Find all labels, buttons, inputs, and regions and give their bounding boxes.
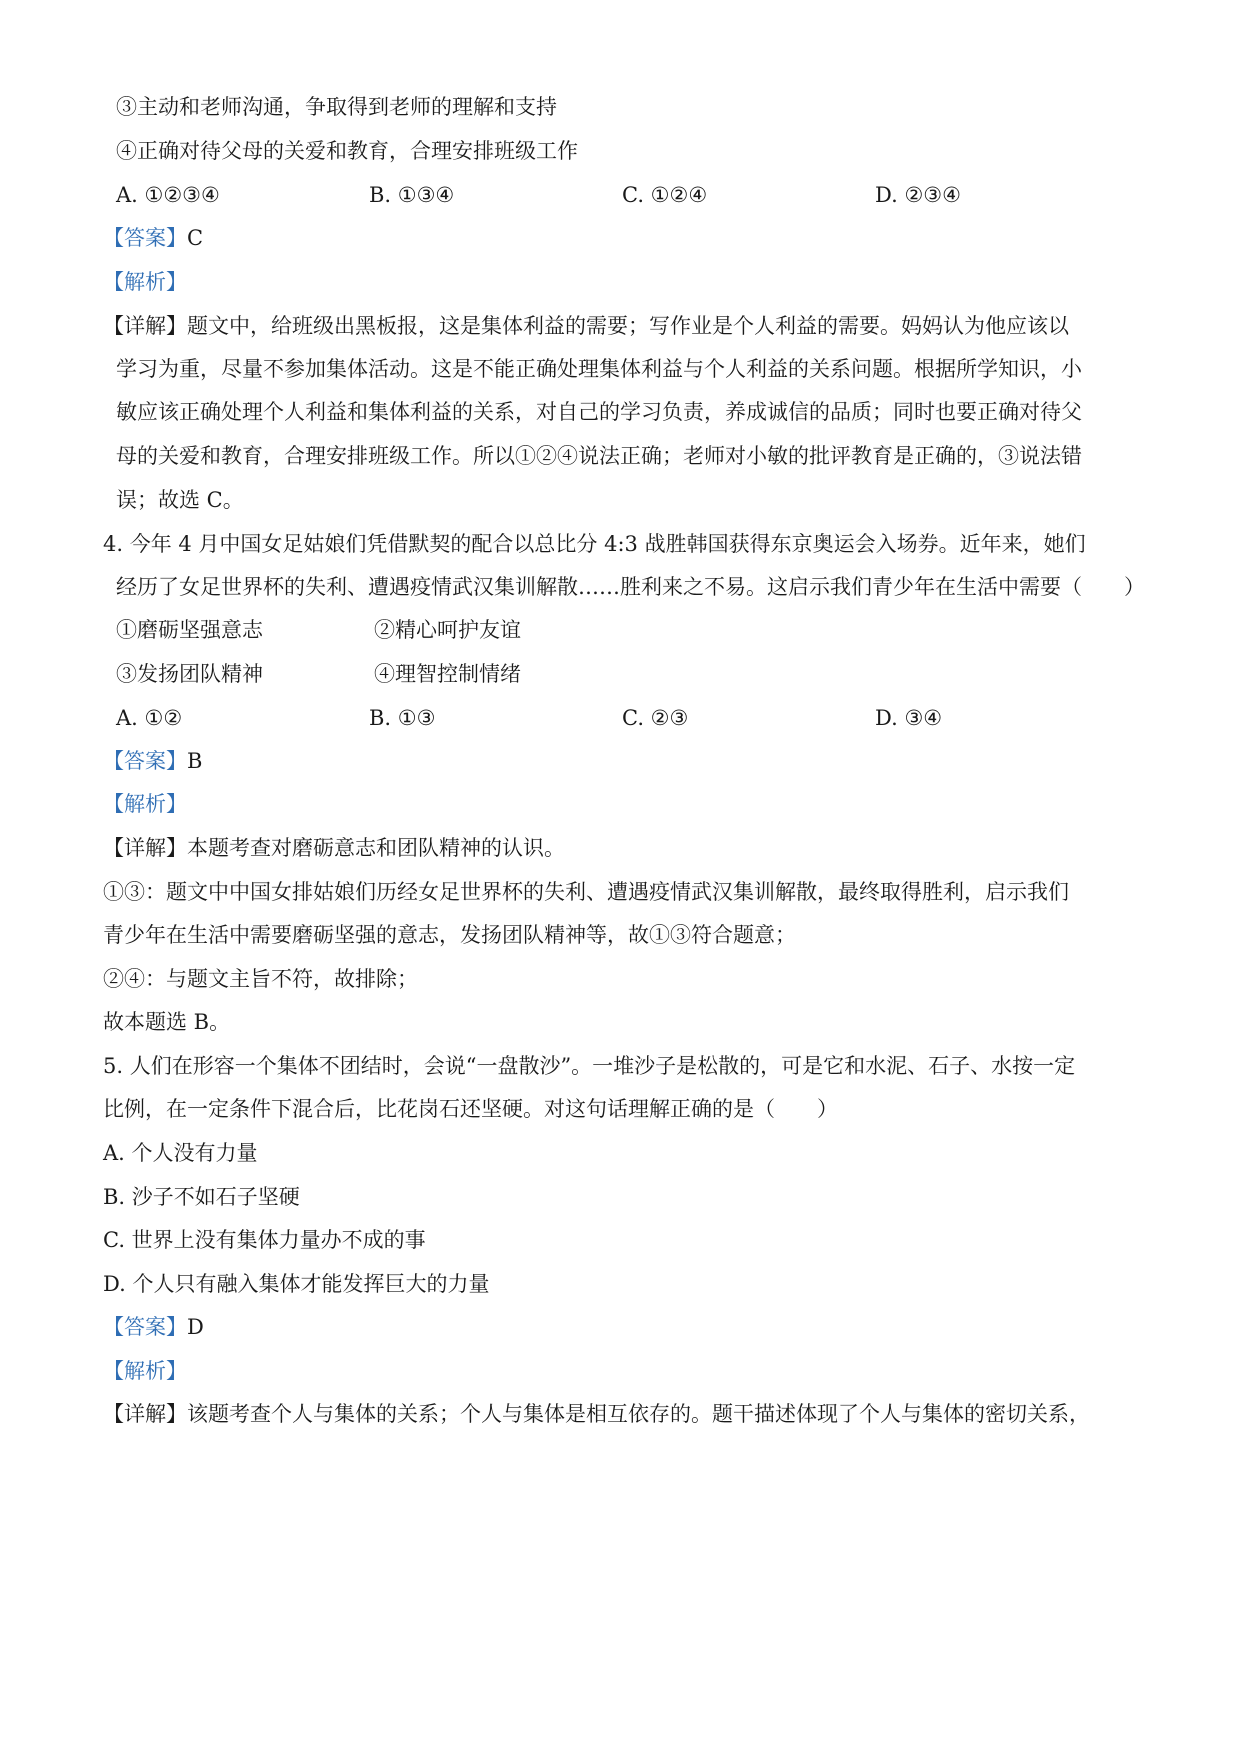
- q3-detail-line: 母的关爱和教育，合理安排班级工作。所以①②④说法正确；老师对小敏的批评教育是正确的，③说法错: [116, 444, 1082, 468]
- q5-option-c: C. 世界上没有集体力量办不成的事: [103, 1228, 426, 1252]
- q4-statement-2: ②精心呵护友谊: [374, 618, 521, 642]
- q4-detail-line: ②④：与题文主旨不符，故排除；: [103, 967, 418, 991]
- detail-text: 本题考查对磨砺意志和团队精神的认识。: [187, 836, 565, 860]
- q3-analysis-heading: [103, 267, 1123, 297]
- answer-value: B: [187, 749, 203, 773]
- q5-stem-line: 5. 人们在形容一个集体不团结时，会说“一盘散沙”。一堆沙子是松散的，可是它和水泥、石子、水按一定: [103, 1054, 1076, 1078]
- q5-option-d: D. 个人只有融入集体才能发挥巨大的力量: [103, 1272, 490, 1296]
- q4-option-c: C. ②③: [622, 706, 689, 730]
- q4-statement-4: ④理智控制情绪: [374, 662, 521, 686]
- analysis-tag: 【解析】: [103, 792, 187, 816]
- q3-answer: [103, 223, 1123, 253]
- q4-option-a: A. ①②: [116, 706, 183, 730]
- q4-detail-line: ①③：题文中中国女排姑娘们历经女足世界杯的失利、遭遇疫情武汉集训解散，最终取得胜利，启示我们: [103, 880, 1069, 904]
- q4-answer: [103, 746, 1123, 776]
- answer-value: D: [187, 1315, 204, 1339]
- q3-statement-4: ④正确对待父母的关爱和教育，合理安排班级工作: [116, 139, 578, 163]
- q5-detail-line: [103, 1399, 1123, 1429]
- q4-options: [116, 703, 1136, 733]
- analysis-tag: 【解析】: [103, 270, 187, 294]
- q4-statement-1: ①磨砺坚强意志: [116, 618, 263, 642]
- analysis-tag: 【解析】: [103, 1359, 187, 1383]
- detail-tag: 【详解】: [103, 314, 187, 338]
- answer-value: C: [187, 226, 204, 250]
- detail-text: 题文中，给班级出黑板报，这是集体利益的需要；写作业是个人利益的需要。妈妈认为他应该以: [187, 314, 1069, 338]
- q4-statement-3: ③发扬团队精神: [116, 662, 263, 686]
- answer-tag: 【答案】: [103, 1315, 187, 1339]
- q5-answer: [103, 1312, 1123, 1342]
- q5-option-a: A. 个人没有力量: [103, 1141, 258, 1165]
- q5-stem-line: 比例，在一定条件下混合后，比花岗石还坚硬。对这句话理解正确的是（ ）: [103, 1097, 838, 1121]
- q3-option-c: C. ①②④: [622, 183, 708, 207]
- detail-tag: 【详解】: [103, 1402, 187, 1426]
- q4-option-d: D. ③④: [875, 706, 943, 730]
- detail-tag: 【详解】: [103, 836, 187, 860]
- q4-stem-line: 经历了女足世界杯的失利、遭遇疫情武汉集训解散……胜利来之不易。这启示我们青少年在生活中需要（ ）: [116, 575, 1145, 599]
- q3-option-d: D. ②③④: [875, 183, 961, 207]
- q3-detail-line: 敏应该正确处理个人利益和集体利益的关系，对自己的学习负责，养成诚信的品质；同时也要正确对待父: [116, 400, 1082, 424]
- q3-option-a: A. ①②③④: [116, 183, 220, 207]
- q4-detail-line: 青少年在生活中需要磨砺坚强的意志，发扬团队精神等，故①③符合题意；: [103, 923, 796, 947]
- q4-analysis-heading: [103, 789, 1123, 819]
- detail-text: 该题考查个人与集体的关系；个人与集体是相互依存的。题干描述体现了个人与集体的密切关系，: [187, 1402, 1090, 1426]
- q4-stem-line: 4. 今年 4 月中国女足姑娘们凭借默契的配合以总比分 4:3 战胜韩国获得东京奥运会入场券。近年来，她们: [103, 532, 1086, 556]
- q5-analysis-heading: [103, 1356, 1123, 1386]
- q4-option-b: B. ①③: [369, 706, 436, 730]
- q4-detail-line: [103, 833, 1123, 863]
- q3-detail-line: [103, 311, 1123, 341]
- q4-detail-line: 故本题选 B。: [103, 1010, 231, 1034]
- q3-detail-line: 学习为重，尽量不参加集体活动。这是不能正确处理集体利益与个人利益的关系问题。根据所学知识，小: [116, 357, 1082, 381]
- q3-options: [116, 180, 1136, 210]
- q3-detail-line: 误；故选 C。: [116, 488, 244, 512]
- answer-tag: 【答案】: [103, 226, 187, 250]
- q5-option-b: B. 沙子不如石子坚硬: [103, 1185, 300, 1209]
- q4-statements-row: [116, 659, 1136, 689]
- q4-statements-row: [116, 615, 1136, 645]
- q3-statement-3: ③主动和老师沟通，争取得到老师的理解和支持: [116, 95, 557, 119]
- q3-option-b: B. ①③④: [369, 183, 455, 207]
- answer-tag: 【答案】: [103, 749, 187, 773]
